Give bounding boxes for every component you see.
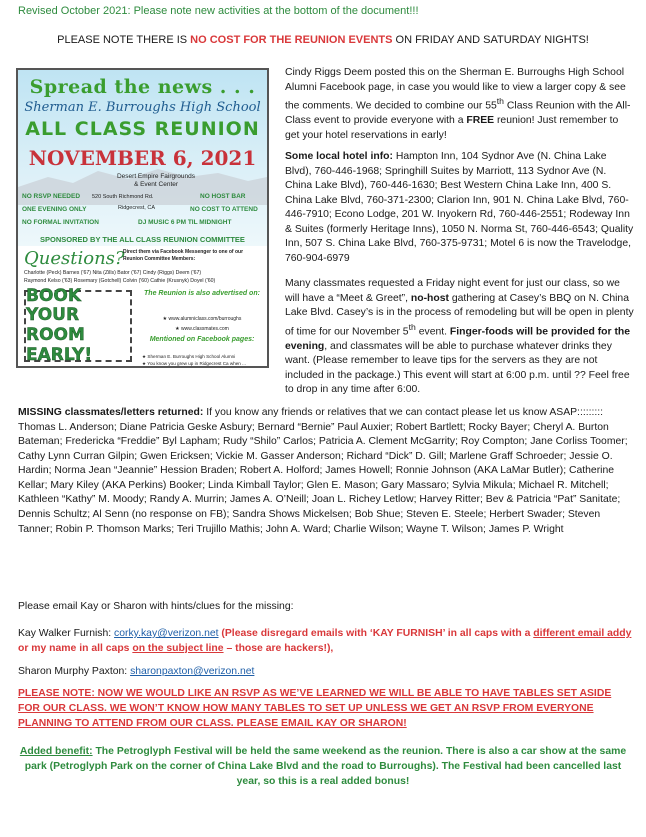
reunion-flyer bbox=[16, 68, 269, 368]
friday-text: event. bbox=[415, 326, 450, 338]
friday-text: gathering at Casey’s BBQ on N. China Lake Blvd. Casey’s is in the process of remodeling but will be open in plenty of time for our November 5 bbox=[285, 292, 634, 338]
kay-note-underline: on the subject line bbox=[132, 642, 224, 654]
tag-rsvp: NO RSVP NEEDED bbox=[22, 193, 81, 200]
flyer-fb-1: ★ Sherman E. Burroughs High School Alumni bbox=[142, 354, 236, 359]
flyer-sponsor: SPONSORED BY THE ALL CLASS REUNION COMMITTEE bbox=[40, 235, 245, 244]
intro-text: Cindy Riggs Deem posted this on the Sherman E. Burroughs High School Alumni Facebook page, in case you would like to view a larger copy & see the comments. We decided to combine our 55 bbox=[285, 67, 626, 112]
friday-sup: th bbox=[408, 321, 416, 332]
flyer-date: NOVEMBER 6, 2021 bbox=[28, 146, 257, 170]
rsvp-note: PLEASE NOTE: NOW WE WOULD LIKE AN RSVP AS WE’VE LEARNED WE WILL BE ABLE TO HAVE TABLES SET ASIDE FOR OUR CLASS. WE WON’T KNOW HOW MANY TABLES TO SET UP UNLESS WE GET AN RSVP FROM EVERYONE PLANNING TO ATTEND FROM OUR CLASS. PLEASE EMAIL KAY OR SHARON! bbox=[18, 688, 612, 729]
flyer-school: Sherman E. Burroughs High School bbox=[24, 100, 261, 115]
flyer-title: ALL CLASS REUNION bbox=[25, 118, 260, 140]
intro-text: reunion! Just remember to get your hotel reservations in early! bbox=[285, 115, 619, 141]
flyer-address-2: Ridgecrest, CA bbox=[118, 205, 155, 211]
flyer-spread: Spread the news . . . bbox=[29, 76, 256, 98]
kay-note: – those are hackers!), bbox=[223, 642, 334, 654]
kay-note: or my name in all caps bbox=[18, 642, 133, 654]
tag-one-evening: ONE EVENING ONLY bbox=[22, 206, 87, 213]
kay-note: (Please disregard emails with ‘KAY FURNISH’ in all caps with a bbox=[218, 628, 534, 639]
added-text: The Petroglyph Festival will be held the same weekend as the reunion. There is also a car show at the same park (Petroglyph Park on the corner of China Lake Blvd and the road to Burroughs). The Festival had been cancelled last year, so this is a real added bonus! bbox=[24, 746, 627, 787]
missing-paragraph bbox=[18, 406, 636, 537]
friday-text: , and classmates will be able to purchase whatever drinks they want. (Please remember to leave tips for the servers as they are not included in the package.) This event will start at 6:00 p.m. until ?? Feel free to drop in any time after 6:00. bbox=[285, 340, 630, 396]
intro-text: Class Reunion with the All-Class event to provide everyone with a bbox=[285, 100, 631, 127]
email-intro: Please email Kay or Sharon with hints/clues for the missing: bbox=[18, 601, 294, 612]
member-row: Raymond Kelso ('63) Rosemary (Gotchell) Colvin ('60) Cathie (Krusnyk) Doyel ('60) bbox=[24, 278, 216, 285]
friday-bold: no-host bbox=[410, 292, 449, 304]
flyer-questions: Questions? bbox=[24, 248, 125, 269]
friday-text: Many classmates requested a Friday night event for just our class, so we will have a “Meet & Greet”, bbox=[285, 278, 620, 304]
kay-name: Kay Walker Furnish: bbox=[18, 628, 115, 639]
hotel-paragraph bbox=[285, 150, 635, 267]
member-row: Charlotte (Peck) Barnes ('67) Nita (Zills) Bator ('67) Cindy (Riggs) Deem ('67) bbox=[24, 270, 202, 276]
no-cost-prefix: PLEASE NOTE THERE IS bbox=[57, 34, 191, 46]
flyer-mentioned: Mentioned on Facebook pages: bbox=[149, 336, 255, 343]
sharon-email-link[interactable]: sharonpaxton@verizon.net bbox=[130, 666, 255, 677]
no-cost-suffix: ON FRIDAY AND SATURDAY NIGHTS! bbox=[392, 34, 589, 46]
tag-dj: DJ MUSIC 6 PM TIL MIDNIGHT bbox=[138, 219, 232, 226]
intro-sup: th bbox=[496, 96, 505, 107]
flyer-address-1: 520 South Richmond Rd. bbox=[92, 194, 154, 200]
venue-line-2: & Event Center bbox=[133, 181, 179, 189]
tag-formal: NO FORMAL INVITATION bbox=[22, 219, 99, 226]
added-benefit bbox=[14, 745, 632, 789]
flyer-direct: Direct them via Facebook Messenger to one of our Reunion Committee Members: bbox=[123, 249, 244, 262]
flyer-members bbox=[24, 269, 264, 286]
flyer-url-2: ★ www.classmates.com bbox=[175, 326, 229, 332]
venue-line-1: Desert Empire Fairgrounds bbox=[116, 173, 196, 180]
book-room-box bbox=[24, 285, 132, 365]
sharon-name: Sharon Murphy Paxton: bbox=[18, 666, 131, 677]
flyer-venue bbox=[96, 173, 216, 189]
intro-paragraph bbox=[285, 66, 635, 143]
no-cost-notice bbox=[0, 33, 646, 48]
friday-bold: Finger-foods will be provided for the evening bbox=[285, 326, 631, 352]
missing-label: MISSING classmates/letters returned: bbox=[18, 407, 204, 418]
missing-list: If you know any friends or relatives that we can contact please let us know ASAP::::::::: Thomas L. Anderson; Diane Patricia Geske Asbury; Bernard “Bernie” Paul Auxier; Robert Bartlett; Rocky Bayer; Cheryl A. Burton Bateman; Fredericka “Freddie” Byl Lapham; Rudy “Shilo” Carlos; Patricia A. Clement McGarrity; Roy Compton; Jane Corliss Toomer; Cathy Lynn Curran Gilpin; Gwen Ericksen; Vickie M. Gasser Anderson; Richard “Dick” D. Gill; Marlene Graff Schroeder; Jessie O. Hardin; Norma Jean “Jeannie” Hession Braden; Robert A. Holford; James Howell; Ronnie Johnson (AKA LaMar Butler); Catherine Kellar; Mary Kiley (AKA Perkins) Booker; Linda Kimball Taylor; Glen E. Mason; Gary Massaro; Sylvia Mikula; Michael R. Mitchell; Kathleen “Kathy” M. Moody; Randy A. Murrin; James A. O’Neill; Joan L. Richey Letlow; Harvey Ritter; Bev & Patricia “Pat” Sanitate; Dennis Schultz; Al Senn (no response on FB); Sandra Shows Mickelsen; Bob Shue; Steven E. Steele; Herbert Swader; Steven Tanner; Robin P. Thomson Marks; Teri Trujillo Mathis; John A. Ward; Charlie Wilson; Wayne T. Wilson; James P. Wright bbox=[18, 407, 628, 535]
flyer-lower bbox=[18, 246, 267, 366]
book-line-2: ROOM EARLY! bbox=[26, 325, 93, 365]
revised-notice: Revised October 2021: Please note new activities at the bottom of the document!!! bbox=[18, 5, 419, 17]
friday-paragraph bbox=[285, 277, 635, 398]
book-line-1: BOOK YOUR bbox=[26, 285, 82, 326]
tag-cost: NO COST TO ATTEND bbox=[190, 206, 258, 213]
added-label: Added benefit: bbox=[19, 746, 93, 757]
hotel-text: Hampton Inn, 104 Sydnor Ave (N. China Lake Blvd), 760-446-1968; Springhill Suites by Marriott, 113 Sydnor Ave (N. China Lake Blvd), 760-446-1630; Best Western China Lake Inn, 400 S. China Lake Blvd, 760-371-2300; Clarion Inn, 901 N. China Lake Blvd, 760-446-7910; Econo Lodge, 201 W. Inyokern Rd, 760-446-2551; Rodeway Inn & Suites (formerly Heritage Inns), 1050 N. Norma St, 760-446-6543; Quality Inn, 507 S. China Lake Blvd, 760-375-9731; Motel 6 is now the Travelodge, 760-904-6979 bbox=[285, 151, 634, 264]
kay-contact bbox=[18, 627, 636, 656]
flyer-advertised: The Reunion is also advertised on: bbox=[144, 290, 260, 297]
flyer-fb-2: ★ You know you grew up in Ridgecrest Ca when ... bbox=[142, 361, 246, 366]
kay-note-underline: different email addy bbox=[533, 628, 632, 639]
tag-bar: NO HOST BAR bbox=[200, 193, 246, 200]
hotel-label: Some local hotel info: bbox=[285, 151, 393, 162]
no-cost-highlight: NO COST FOR THE REUNION EVENTS bbox=[190, 34, 393, 46]
sharon-contact bbox=[18, 665, 636, 680]
flyer-url-1: ★ www.alumniclass.com/burroughs bbox=[162, 316, 242, 322]
kay-email-link[interactable]: corky.kay@verizon.net bbox=[114, 628, 219, 639]
intro-free: FREE bbox=[466, 115, 495, 127]
